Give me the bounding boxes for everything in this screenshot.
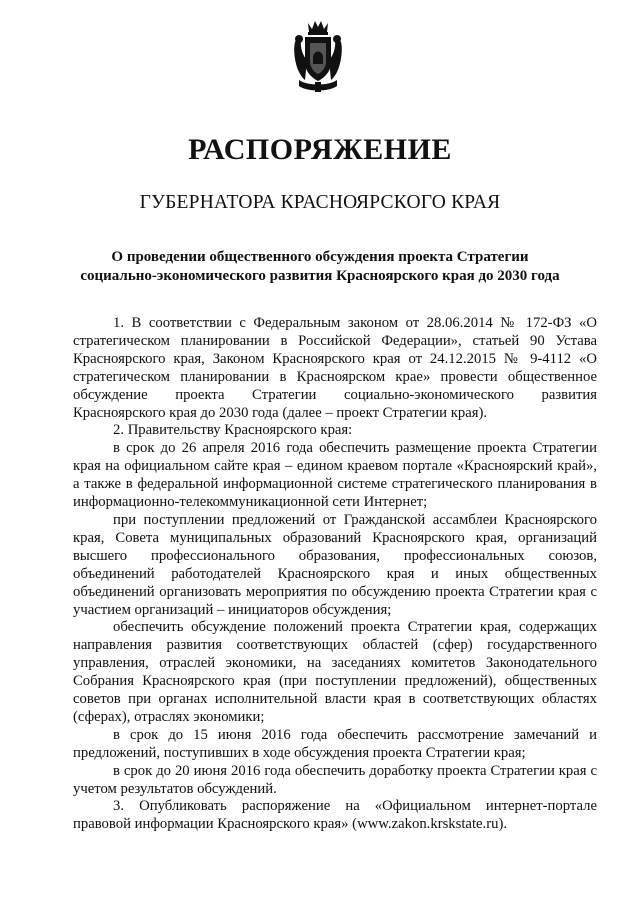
coat-of-arms-icon	[291, 20, 345, 94]
document-title-line: О проведении общественного обсуждения проекта Стратегии	[111, 249, 529, 265]
paragraph: в срок до 26 апреля 2016 года обеспечить размещение проекта Стратегии края на официальном сайте края – едином краевом портале «Красноярский край», а также в федеральной информационной системе стратегического планирования в информационно-телекоммуникационной сети Интернет;	[73, 440, 597, 511]
paragraph: в срок до 15 июня 2016 года обеспечить рассмотрение замечаний и предложений, поступивших в ходе обсуждения проекта Стратегии края;	[73, 726, 597, 761]
document-body	[73, 315, 597, 834]
paragraph: 2. Правительству Красноярского края:	[113, 422, 353, 439]
paragraph: в срок до 20 июня 2016 года обеспечить доработку проекта Стратегии края с учетом результатов обсуждений.	[73, 762, 597, 797]
paragraph: обеспечить обсуждение положений проекта Стратегии края, содержащих направления развития соответствующих областей (сфер) государственного управления, отраслей экономики, на заседаниях комитетов Законодательного Собрания Красноярского края (при поступлении предложений), общественных советов при органах исполнительной власти края в соответствующих областях (сферах), отраслях экономики;	[73, 619, 597, 725]
paragraph: 3. Опубликовать распоряжение на «Официальном интернет-портале правовой информации Красноярского края» (www.zakon.krskstate.ru).	[73, 798, 597, 833]
document-type-heading: РАСПОРЯЖЕНИЕ	[188, 133, 452, 166]
issuer-heading: ГУБЕРНАТОРА КРАСНОЯРСКОГО КРАЯ	[139, 192, 501, 213]
paragraph: при поступлении предложений от Гражданской ассамблеи Красноярского края, Совета муниципальных образований Красноярского края, организаций высшего профессионального образования, профессиональных союзов, объединений работодателей Красноярского края и иных общественных объединений организовать мероприятия по обсуждению проекта Стратегии края с участием организаций – инициаторов обсуждения;	[73, 511, 597, 618]
document-title	[60, 248, 580, 286]
paragraph: 1. В соответствии с Федеральным законом от 28.06.2014 № 172-ФЗ «О стратегическом планировании в Российской Федерации», статьей 90 Устава Красноярского края, Законом Красноярского края от 24.12.2015 № 9-4112 «О стратегическом планировании в Красноярском крае» провести общественное обсуждение проекта Стратегии социально-экономического развития Красноярского края до 2030 года (далее – проект Стратегии края).	[73, 315, 597, 421]
document-title-line: социально-экономического развития Красноярского края до 2030 года	[80, 268, 560, 284]
